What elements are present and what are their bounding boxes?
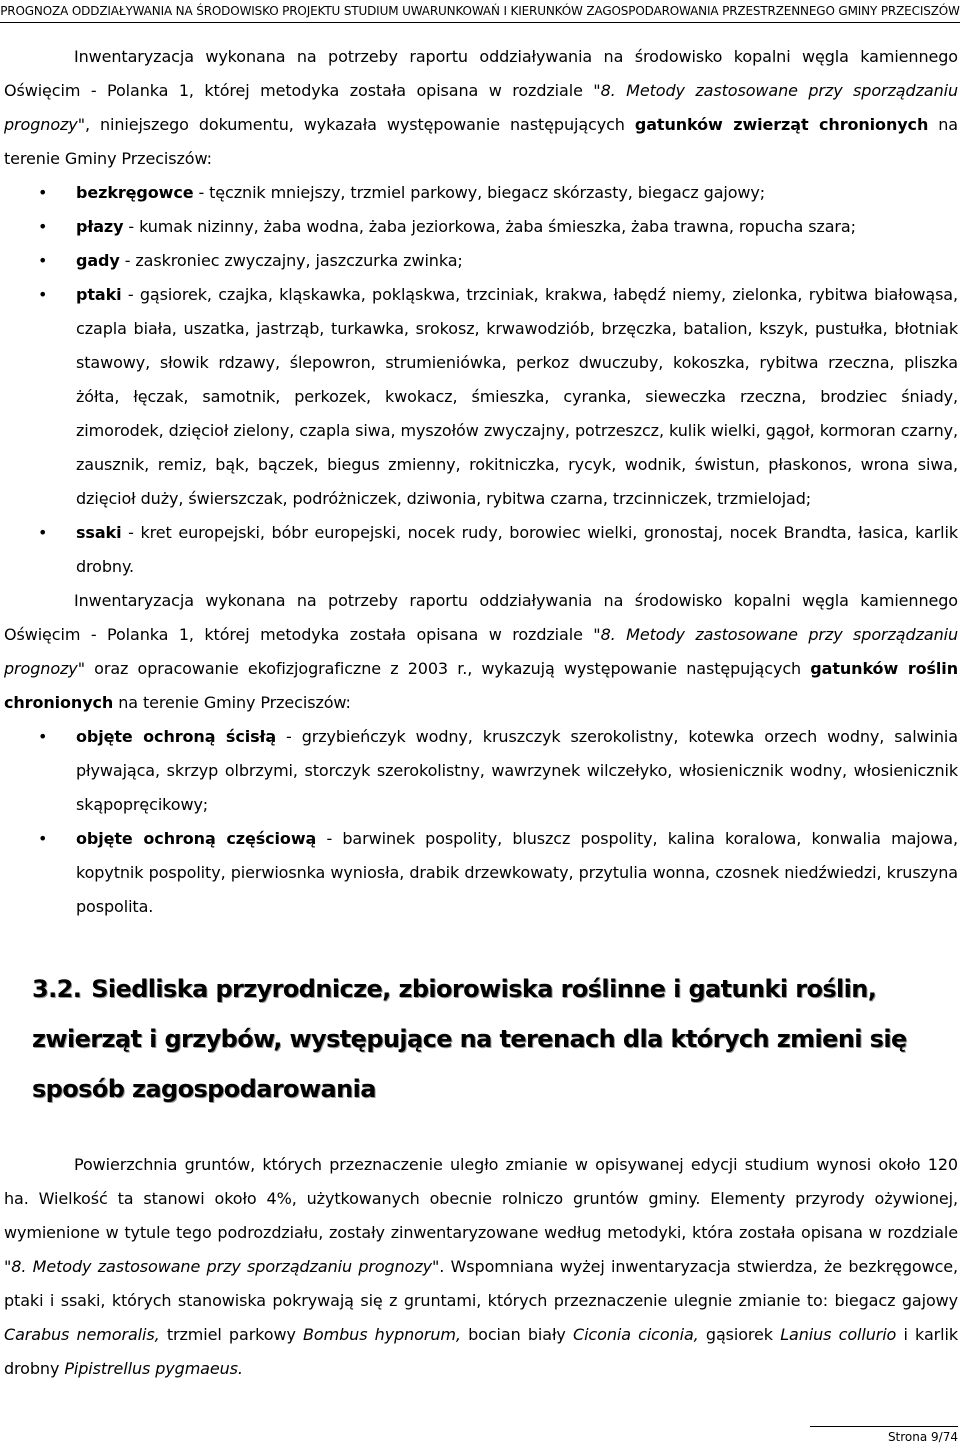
animal-groups-list bbox=[4, 176, 958, 584]
group-species: - gąsiorek, czajka, kląskawka, pokląskwa, trzciniak, krakwa, łabędź niemy, zielonka, rybitwa białowąsa, czapla biała, uszatka, jastrząb, turkawka, srokosz, krwawodziób, brzęczka, batalion, kszyk, pustułka, błotniak stawowy, słowik rdzawy, ślepowron, strumieniówka, perkoz dwuczuby, kokoszka, rybitwa rzeczna, pliszka żółta, łęczak, samotnik, perkozek, kwokacz, śmieszka, cyranka, sieweczka rzeczna, brodziec śniady, zimorodek, dzięcioł zielony, czapla siwa, myszołów zwyczajny, potrzeszcz, kulik wielki, gągoł, kormoran czarny, zausznik, remiz, bąk, bączek, biegus zmienny, rokitniczka, rycyk, wodnik, świstun, płaskonos, wrona siwa, dzięcioł duży, świerszczak, podróżniczek, dziwonia, rybitwa czarna, trzcinniczek, trzmielojad; bbox=[76, 285, 958, 508]
spacer bbox=[4, 1114, 958, 1148]
paragraph-plants-intro bbox=[4, 584, 958, 720]
group-label: płazy bbox=[76, 217, 124, 236]
group-species: - zaskroniec zwyczajny, jaszczurka zwinka; bbox=[119, 251, 463, 270]
text-run: Powierzchnia gruntów, których przeznaczenie uległo zmianie w opisywanej edycji studium wynosi około 120 ha. Wielkość ta stanowi około 4%, użytkowanych obecnie rolniczo gruntów gminy. Elementy przyrody ożywionej, wymienione w tytule tego podrozdziału, zostały zinwentaryzowane według metodyki, która została opisana w rozdziale " bbox=[4, 1155, 958, 1276]
running-header: PROGNOZA ODDZIAŁYWANIA NA ŚRODOWISKO PROJEKTU STUDIUM UWARUNKOWAŃ I KIERUNKÓW ZAGOSPODAROWANIA PRZESTRZENNEGO GMINY PRZECISZÓW bbox=[0, 0, 960, 23]
text-run: ". Wspomniana wyżej inwentaryzacja stwierdza, że bezkręgowce, ptaki i ssaki, których stanowiska pokrywają się z gruntami, których przeznaczenie ulegnie zmianie to: biegacz gajowy bbox=[4, 1257, 958, 1310]
chapter-reference: 8. Metody zastosowane przy sporządzaniu prognozy bbox=[4, 625, 958, 678]
text-run: Inwentaryzacja wykonana na potrzeby raportu oddziaływania na środowisko kopalni węgla kamiennego Oświęcim - Polanka 1, której metodyka została opisana w rozdziale " bbox=[4, 591, 958, 644]
group-species: - kret europejski, bóbr europejski, nocek rudy, borowiec wielki, gronostaj, nocek Brandta, łasica, karlik drobny. bbox=[76, 523, 958, 576]
protection-label: objęte ochroną częściową bbox=[76, 829, 317, 848]
group-label: ptaki bbox=[76, 285, 122, 304]
text-run: na terenie Gminy Przeciszów: bbox=[4, 115, 959, 168]
section-number: 3.2. bbox=[32, 975, 82, 1003]
list-item bbox=[76, 244, 958, 278]
text-run: i karlik drobny bbox=[4, 1325, 958, 1378]
page-body bbox=[4, 40, 958, 1386]
protection-label: objęte ochroną ścisłą bbox=[76, 727, 277, 746]
group-label: ssaki bbox=[76, 523, 122, 542]
protection-species: - grzybieńczyk wodny, kruszczyk szerokolistny, kotewka orzech wodny, salwinia pływająca, skrzyp olbrzymi, storczyk szerokolistny, wawrzynek wilczełyko, włosienicznik wodny, włosienicznik skąpopręcikowy; bbox=[76, 727, 958, 814]
species-latin-name: Bombus hypnorum, bbox=[303, 1325, 461, 1344]
group-label: bezkręgowce bbox=[76, 183, 194, 202]
text-run: na terenie Gminy Przeciszów: bbox=[113, 693, 351, 712]
chapter-reference: 8. Metody zastosowane przy sporządzaniu prognozy bbox=[11, 1257, 433, 1276]
list-item bbox=[76, 278, 958, 516]
group-label: gady bbox=[76, 251, 120, 270]
species-latin-name: Carabus nemoralis, bbox=[4, 1325, 160, 1344]
list-item bbox=[76, 516, 958, 584]
list-item bbox=[76, 210, 958, 244]
emphasis-term: gatunków roślin chronionych bbox=[4, 659, 958, 712]
paragraph-area-change bbox=[4, 1148, 958, 1386]
protection-species: - barwinek pospolity, bluszcz pospolity, kalina koralowa, konwalia majowa, kopytnik pospolity, pierwiosnka wyniosła, drabik drzewkowaty, przytulia wonna, czosnek niedźwiedzi, kruszyna pospolita. bbox=[76, 829, 959, 916]
plant-protection-list bbox=[4, 720, 958, 924]
species-latin-name: Pipistrellus pygmaeus. bbox=[64, 1359, 243, 1378]
text-run: bocian biały bbox=[460, 1325, 574, 1344]
paragraph-animals-intro bbox=[4, 40, 958, 176]
group-species: - kumak nizinny, żaba wodna, żaba jeziorkowa, żaba śmieszka, żaba trawna, ropucha szara; bbox=[123, 217, 856, 236]
emphasis-term: gatunków zwierząt chronionych bbox=[634, 115, 929, 134]
text-run: trzmiel parkowy bbox=[159, 1325, 304, 1344]
list-item bbox=[76, 720, 958, 822]
species-latin-name: Ciconia ciconia, bbox=[573, 1325, 699, 1344]
chapter-reference: 8. Metody zastosowane przy sporządzaniu prognozy bbox=[4, 81, 958, 134]
group-species: - tęcznik mniejszy, trzmiel parkowy, biegacz skórzasty, biegacz gajowy; bbox=[193, 183, 766, 202]
text-run: " oraz opracowanie ekofizjograficzne z 2003 r., wykazują występowanie następujących bbox=[77, 659, 811, 678]
list-item bbox=[76, 176, 958, 210]
section-title: Siedliska przyrodnicze, zbiorowiska roślinne i gatunki roślin, zwierząt i grzybów, występujące na terenach dla których zmieni się sposób zagospodarowania bbox=[32, 975, 907, 1103]
text-run: ", niniejszego dokumentu, wykazała występowanie następujących bbox=[77, 115, 635, 134]
text-run: gąsiorek bbox=[698, 1325, 781, 1344]
section-heading bbox=[32, 964, 958, 1114]
page-number: Strona 9/74 bbox=[810, 1426, 958, 1447]
list-item bbox=[76, 822, 958, 924]
text-run: Inwentaryzacja wykonana na potrzeby raportu oddziaływania na środowisko kopalni węgla kamiennego Oświęcim - Polanka 1, której metodyka została opisana w rozdziale " bbox=[4, 47, 958, 100]
species-latin-name: Lanius collurio bbox=[780, 1325, 897, 1344]
